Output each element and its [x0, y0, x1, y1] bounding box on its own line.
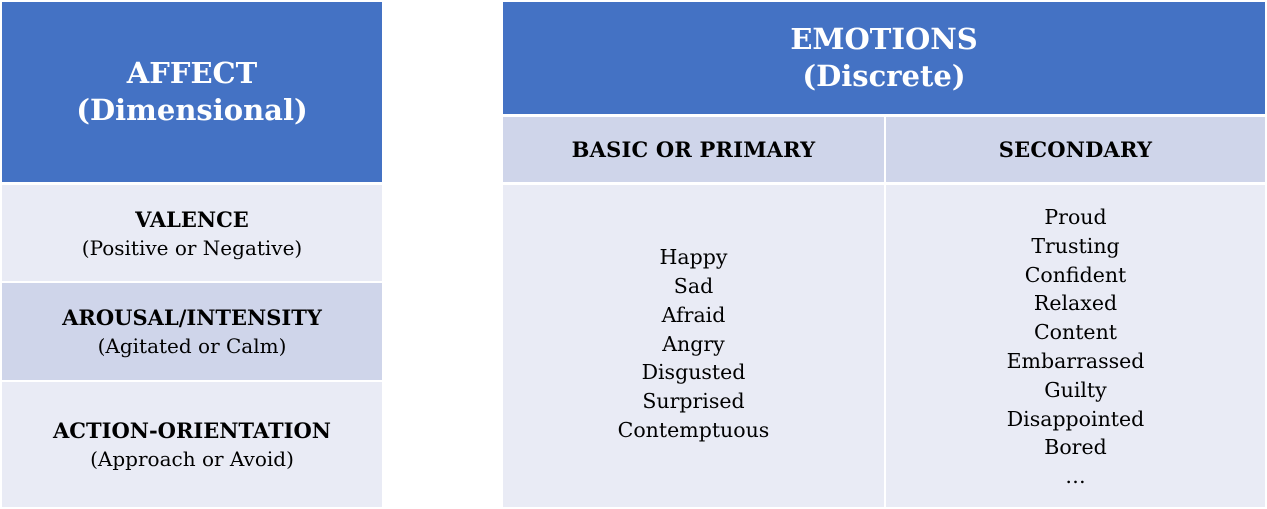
list-item: Guilty [1044, 377, 1107, 402]
basic-primary-list [503, 185, 884, 507]
list-item: Angry [662, 331, 725, 356]
action-orientation-row [2, 382, 382, 507]
list-item: Bored [1044, 435, 1107, 460]
list-item: Contemptuous [617, 417, 770, 442]
list-item: Disgusted [641, 360, 746, 385]
affect-header [2, 2, 382, 182]
list-item: Disappointed [1006, 406, 1145, 431]
action-orientation-desc: (Approach or Avoid) [90, 447, 294, 471]
emotions-subtitle: (Discrete) [802, 59, 966, 93]
arousal-row [2, 283, 382, 380]
list-item: … [1065, 464, 1086, 489]
list-item: Trusting [1031, 233, 1120, 258]
list-item: Content [1033, 320, 1118, 345]
list-item: Happy [659, 245, 728, 270]
arousal-desc: (Agitated or Calm) [97, 334, 287, 358]
emotions-header [503, 2, 1265, 114]
valence-row [2, 185, 382, 281]
list-item: Proud [1044, 205, 1107, 229]
valence-desc: (Positive or Negative) [81, 235, 303, 260]
valence-title: VALENCE [135, 206, 249, 232]
basic-primary-header [503, 117, 884, 182]
emotions-title: EMOTIONS [790, 22, 978, 56]
secondary-list [886, 185, 1265, 507]
list-item: Surprised [642, 389, 745, 414]
affect-title: AFFECT [126, 56, 258, 90]
basic-primary-label: BASIC OR PRIMARY [571, 137, 816, 162]
list-item: Sad [673, 274, 714, 298]
affect-subtitle: (Dimensional) [76, 93, 308, 127]
secondary-label: SECONDARY [998, 137, 1153, 162]
list-item: Relaxed [1033, 291, 1118, 316]
action-orientation-title: ACTION-ORIENTATION [53, 418, 331, 443]
list-item: Embarrassed [1006, 348, 1145, 373]
list-item: Confident [1024, 262, 1127, 287]
secondary-header [886, 117, 1265, 182]
list-item: Afraid [661, 302, 726, 327]
arousal-title: AROUSAL/INTENSITY [62, 305, 322, 330]
